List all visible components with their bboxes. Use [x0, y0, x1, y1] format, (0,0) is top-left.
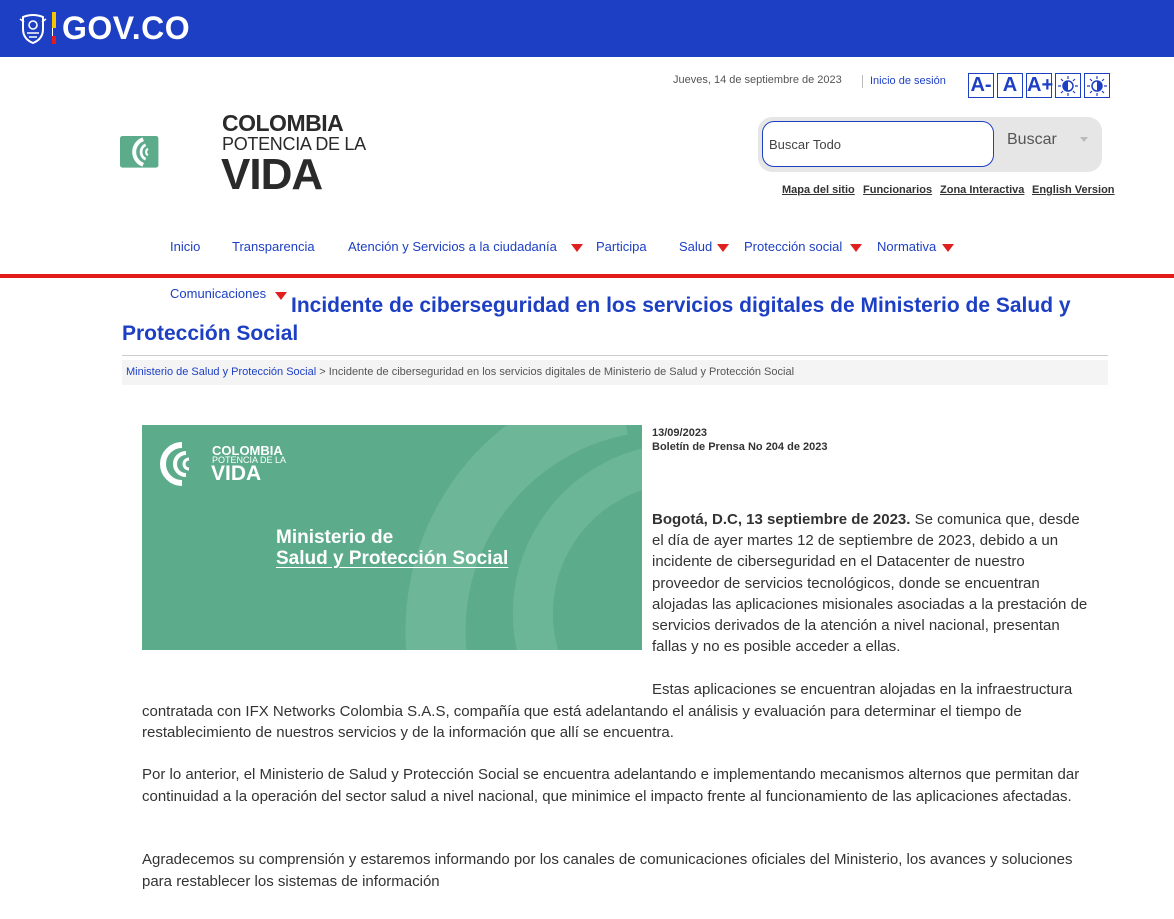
nav-atencion[interactable]: Atención y Servicios a la ciudadanía	[348, 239, 557, 254]
article-date: 13/09/2023	[652, 427, 708, 439]
bulletin-number: Boletín de Prensa No 204 de 2023	[652, 441, 828, 453]
page-title: Incidente de ciberseguridad en los servicios digitales de Ministerio de Salud y Protección Social	[122, 294, 1071, 345]
image-heading-line1: Ministerio de	[276, 527, 394, 548]
nav-normativa[interactable]: Normativa	[877, 239, 937, 254]
image-logo-line1: COLOMBIA	[212, 443, 283, 458]
flag-icon	[52, 12, 56, 44]
nav-proteccion-social[interactable]: Protección social	[744, 239, 843, 254]
image-logo-line2: POTENCIA DE LA	[212, 455, 287, 465]
paragraph-lead: Bogotá, D.C, 13 septiembre de 2023.	[652, 511, 911, 528]
nav-salud[interactable]: Salud	[679, 239, 713, 254]
image-logo-line3: VIDA	[211, 462, 262, 485]
font-decrease-button[interactable]	[968, 73, 994, 98]
font-increase-button[interactable]	[1026, 73, 1052, 98]
contrast-high-icon	[1057, 75, 1079, 97]
article-paragraph: Estas aplicaciones se encuentran alojadas en la infraestructura contratada con IFX Networks Colombia S.A.S, compañía que está adelantando el análisis y evaluación para determinar el tiempo de restablecimiento de nuestros servicios y de la información que allí se encuentra.	[142, 681, 1073, 741]
caret-down-icon[interactable]	[850, 244, 862, 252]
nav-inicio[interactable]: Inicio	[170, 239, 201, 254]
search-button[interactable]: Buscar	[1007, 131, 1057, 148]
divider	[122, 355, 1108, 356]
nav-participa[interactable]: Participa	[596, 239, 647, 254]
image-heading-line2: Salud y Protección Social	[276, 548, 509, 569]
breadcrumb	[122, 360, 1108, 385]
interactive-zone-link[interactable]: Zona Interactiva	[940, 184, 1025, 196]
colombia-potencia-logo	[120, 112, 216, 192]
govco-bar	[0, 0, 1174, 57]
article-paragraph: Por lo anterior, el Ministerio de Salud y Protección Social se encuentra adelantando e implementando mecanismos alternos que permitan dar continuidad a la operación del sector salud a nivel nacional, que minimice el impacto frente al funcionamiento de las aplicaciones afectadas.	[142, 766, 1080, 805]
search-input[interactable]	[762, 121, 994, 167]
font-increase-label: A+	[1027, 74, 1054, 96]
nav-divider	[0, 274, 1174, 278]
english-version-link[interactable]: English Version	[1032, 184, 1115, 196]
paragraph-text: Se comunica que, desde el día de ayer martes 12 de septiembre de 2023, debido a un incidente de ciberseguridad en el Datacenter de nuestro proveedor de servicios tecnológicos, donde se encuentran alojadas las aplicaciones misionales asociadas a la prestación de servicios derivados de la atención a nivel nacional, presentan fallas y no es posible acceder a ellas.	[652, 511, 1088, 656]
logo-line2: POTENCIA DE LA	[222, 134, 366, 154]
contrast-low-button[interactable]	[1084, 73, 1110, 98]
govco-logo-link[interactable]: GOV.CO	[62, 10, 191, 46]
login-link[interactable]: Inicio de sesión	[870, 75, 946, 87]
breadcrumb-separator: >	[316, 366, 329, 378]
nav-transparencia[interactable]: Transparencia	[232, 239, 315, 254]
caret-down-icon[interactable]	[942, 244, 954, 252]
font-reset-button[interactable]	[997, 73, 1023, 98]
breadcrumb-home-link[interactable]: Ministerio de Salud y Protección Social	[126, 366, 317, 378]
officials-link[interactable]: Funcionarios	[863, 184, 933, 196]
current-date: Jueves, 14 de septiembre de 2023	[673, 74, 842, 86]
article-image	[142, 425, 642, 650]
contrast-high-button[interactable]	[1055, 73, 1081, 98]
divider	[862, 75, 863, 88]
sitemap-link[interactable]: Mapa del sitio	[782, 184, 855, 196]
coat-of-arms-icon	[19, 13, 47, 44]
article-paragraph	[652, 509, 1092, 657]
caret-down-icon[interactable]	[571, 244, 583, 252]
search-container	[758, 117, 1102, 172]
font-reset-label: A	[1002, 74, 1018, 96]
caret-down-icon[interactable]	[717, 244, 729, 252]
breadcrumb-current: Incidente de ciberseguridad en los servicios digitales de Ministerio de Salud y Protección Social	[328, 366, 795, 378]
article-paragraph: Agradecemos su comprensión y estaremos informando por los canales de comunicaciones oficiales del Ministerio, los avances y soluciones para restablecer los sistemas de información	[142, 851, 1073, 890]
contrast-low-icon	[1086, 75, 1108, 97]
chevron-down-icon[interactable]	[1080, 137, 1088, 142]
logo-line1: COLOMBIA	[222, 110, 344, 136]
logo-line3: VIDA	[221, 150, 323, 199]
font-decrease-label: A-	[970, 74, 992, 96]
nav-comunicaciones[interactable]: Comunicaciones	[170, 286, 267, 301]
